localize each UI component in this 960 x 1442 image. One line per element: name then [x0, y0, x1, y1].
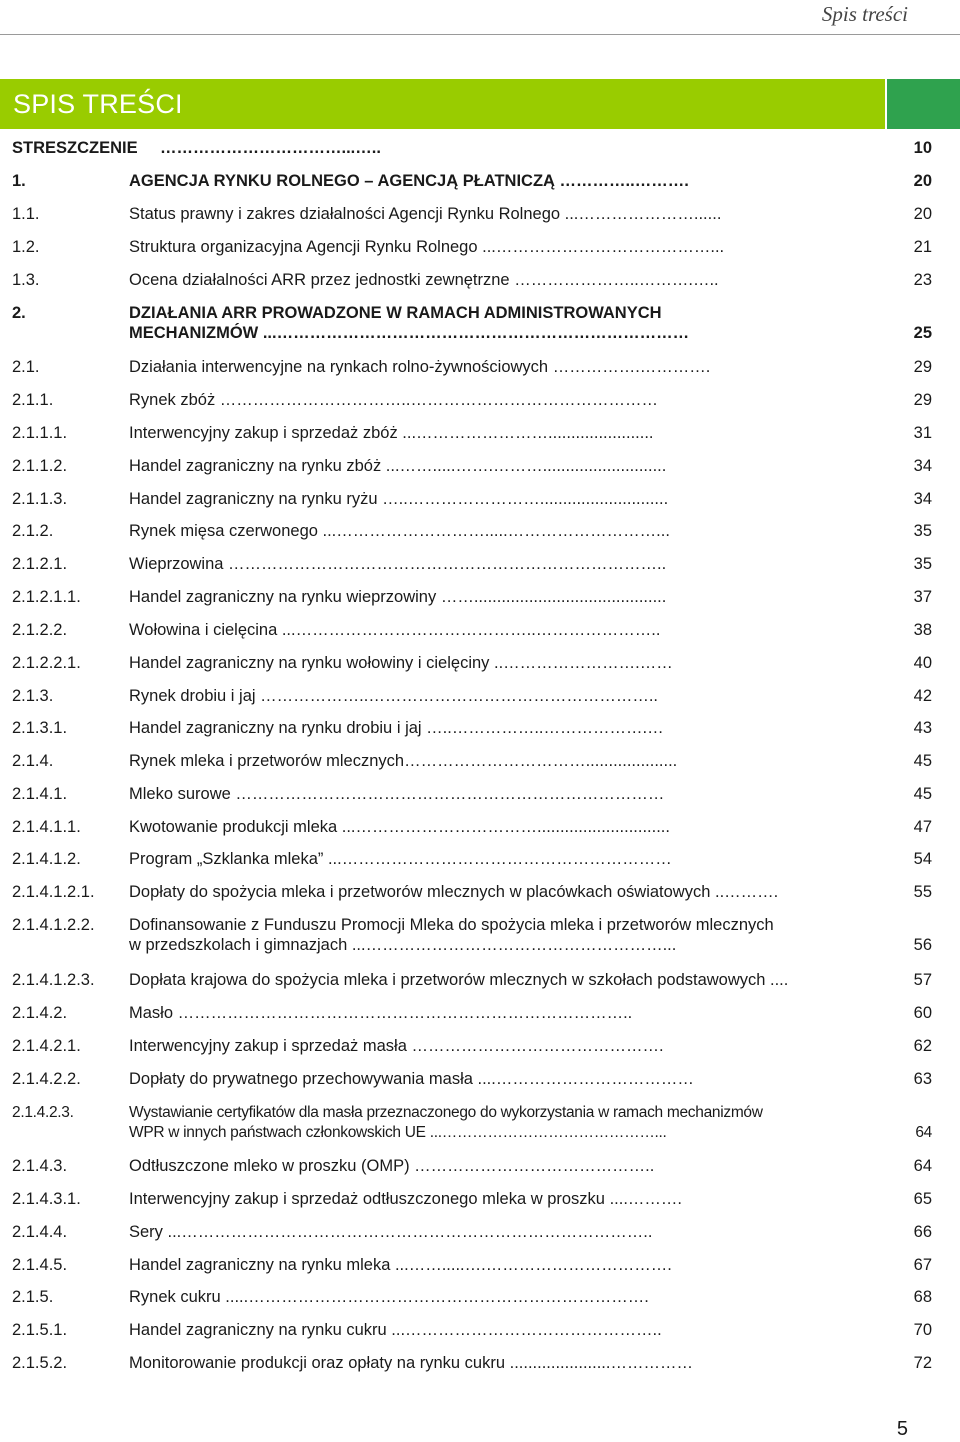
- toc-entry-number: 2.1.4.5.: [12, 1256, 68, 1274]
- toc-entry-number: 2.1.2.2.: [12, 621, 68, 639]
- toc-entry-number: 2.1.: [12, 358, 40, 376]
- toc-entry-title: Rynek cukru .....……………………………………………………………….: [129, 1288, 649, 1306]
- toc-entry-number: 2.1.1.1.: [12, 424, 68, 442]
- toc-entry-number: 2.1.4.1.: [12, 785, 68, 803]
- toc-entry-number: 2.1.5.1.: [12, 1321, 68, 1339]
- toc-entry-number: 2.1.2.2.1.: [12, 654, 81, 672]
- toc-entry-page: 66: [913, 1223, 932, 1241]
- toc-entry-page: 65: [913, 1190, 932, 1208]
- toc-entry-page: 57: [913, 971, 932, 989]
- toc-entry-page: 55: [913, 883, 932, 901]
- toc-entry-page: 34: [913, 490, 932, 508]
- toc-entry-title: Program „Szklanka mleka” ...……………………………………………………: [129, 850, 672, 868]
- toc-entry-page: 29: [913, 391, 932, 409]
- toc-entry-title: Monitorowanie produkcji oraz opłaty na rynku cukru ......................……………: [129, 1354, 693, 1372]
- toc-entry-number: 1.1.: [12, 205, 40, 223]
- toc-entry-page: 54: [913, 850, 932, 868]
- toc-entry-title: Masło ………………………………………………………………………..: [129, 1004, 633, 1022]
- toc-entry-number: 2.1.4.: [12, 752, 54, 770]
- toc-entry-page: 67: [913, 1256, 932, 1274]
- toc-entry-number: STRESZCZENIE: [12, 139, 138, 157]
- toc-entry-title: Handel zagraniczny na rynku drobiu i jaj …..……………..……………….…: [129, 719, 664, 737]
- toc-entry-page: 29: [913, 358, 932, 376]
- toc-entry-page: 63: [913, 1070, 932, 1088]
- toc-entry-number: 2.1.4.1.2.3.: [12, 971, 95, 989]
- toc-entry-page: 40: [913, 654, 932, 672]
- toc-entry-page: 42: [913, 687, 932, 705]
- toc-entry-title: Odtłuszczone mleko w proszku (OMP) ……………………………………..: [129, 1157, 655, 1175]
- toc-entry-page: 43: [913, 719, 932, 737]
- page-number: 5: [896, 1418, 908, 1440]
- toc-entry-number: 2.1.4.1.2.1.: [12, 883, 95, 901]
- toc-entry-number: 2.1.5.: [12, 1288, 54, 1306]
- toc-entry-title: Rynek mleka i przetworów mlecznych……………………………....................: [129, 752, 678, 770]
- toc-entry-title: Kwotowanie produkcji mleka ...…………………………….............................: [129, 818, 670, 836]
- toc-entry-page: 20: [913, 172, 932, 190]
- toc-entry-page: 47: [913, 818, 932, 836]
- page-title: SPIS TREŚCI: [13, 89, 183, 119]
- toc-entry-title: Rynek drobiu i jaj ………………..……………………………………………..: [129, 687, 658, 705]
- toc-entry-page: 20: [913, 205, 932, 223]
- toc-entry-number: 2.1.4.2.: [12, 1004, 68, 1022]
- toc-entry-number: 2.1.1.: [12, 391, 54, 409]
- toc-entry-number: 2.1.4.2.2.: [12, 1070, 81, 1088]
- toc-entry-page: 35: [913, 555, 932, 573]
- toc-entry-page: 64: [915, 1124, 932, 1141]
- toc-entry-page: 72: [913, 1354, 932, 1372]
- toc-entry-title: Rynek mięsa czerwonego ...……………………….....………………………...: [129, 522, 670, 540]
- toc-entry-number: 2.1.2.: [12, 522, 54, 540]
- toc-entry-number: 2.1.4.2.3.: [12, 1104, 74, 1121]
- toc-entry-title: Dopłaty do prywatnego przechowywania masła ....………………………………: [129, 1070, 694, 1088]
- toc-entry-number: 2.1.2.1.1.: [12, 588, 81, 606]
- toc-entry-title: Dopłata krajowa do spożycia mleka i przetworów mlecznych w szkołach podstawowych ....: [129, 971, 789, 989]
- toc-entry-page: 56: [913, 936, 932, 954]
- toc-entry-title: Sery ...…………………………………………………………………………..: [129, 1223, 653, 1241]
- toc-entry-page: 60: [913, 1004, 932, 1022]
- toc-entry-number: 2.1.4.3.: [12, 1157, 68, 1175]
- toc-entry-title: AGENCJA RYNKU ROLNEGO – AGENCJĄ PŁATNICZĄ …………..……….: [129, 172, 689, 190]
- header-rule: [0, 34, 960, 35]
- toc-entry-page: 21: [913, 238, 932, 256]
- toc-entry-number: 2.: [12, 304, 26, 322]
- toc-entry-number: 2.1.5.2.: [12, 1354, 68, 1372]
- toc-entry-title: Handel zagraniczny na rynku wołowiny i cielęciny ..…………………….……: [129, 654, 673, 672]
- toc-entry-page: 38: [913, 621, 932, 639]
- toc-entry-title: Interwencyjny zakup i sprzedaż zbóż ...…………………….......................: [129, 424, 654, 442]
- toc-entry-page: 10: [913, 139, 932, 157]
- running-header: Spis treści: [821, 2, 908, 26]
- toc-entry-title: Dopłaty do spożycia mleka i przetworów mlecznych w placówkach oświatowych ..……….: [129, 883, 779, 901]
- toc-entry-title: Wołowina i cielęcina ...……………………………………..…………………..: [129, 621, 661, 639]
- toc-entry-page: 64: [913, 1157, 932, 1175]
- toc-entry-page: 31: [913, 424, 932, 442]
- toc-entry-title: Handel zagraniczny na rynku zbóż ...…….....…….………...........................: [129, 457, 667, 475]
- toc-entry-page: 25: [913, 324, 932, 342]
- toc-entry-page: 35: [913, 522, 932, 540]
- toc-entry-number: 2.1.4.4.: [12, 1223, 68, 1241]
- toc-entry-number: 1.: [12, 172, 26, 190]
- toc-entry-title: Rynek zbóż ……………………………..………………………………………: [129, 391, 658, 409]
- toc-entry-number: 1.3.: [12, 271, 40, 289]
- toc-entry-page: 68: [913, 1288, 932, 1306]
- toc-entry-number: 2.1.4.2.1.: [12, 1037, 81, 1055]
- toc-entry-title: Wieprzowina ……………………………………………………………………..: [129, 555, 667, 573]
- toc-entry-page: 70: [913, 1321, 932, 1339]
- toc-entry-page: 34: [913, 457, 932, 475]
- toc-entry-title: Status prawny i zakres działalności Agencji Rynku Rolnego ...…………………......: [129, 205, 722, 223]
- toc-entry-page: 37: [913, 588, 932, 606]
- toc-entry-title: Działania interwencyjne na rynkach rolno-żywnościowych …………….………….: [129, 358, 711, 376]
- toc-entry-title: Handel zagraniczny na rynku mleka ...…….....….…………………………….: [129, 1256, 672, 1274]
- toc-entry-number: 2.1.4.1.1.: [12, 818, 81, 836]
- toc-entry-title: Ocena działalności ARR przez jednostki zewnętrzne …………………..……….…..: [129, 271, 719, 289]
- toc-entry-number: 2.1.4.1.2.2.: [12, 916, 95, 934]
- toc-entry-number: 1.2.: [12, 238, 40, 256]
- accent-block: [887, 79, 960, 129]
- toc-entry-title: Dofinansowanie z Funduszu Promocji Mleka do spożycia mleka i przetworów mlecznych w przedszkolach i gimnazjach ...………………………………………………...: [129, 916, 774, 954]
- toc-entry-number: 2.1.2.1.: [12, 555, 68, 573]
- toc-entry-number: 2.1.4.1.2.: [12, 850, 81, 868]
- toc-entry-number: 2.1.3.: [12, 687, 54, 705]
- toc-entry-title: Handel zagraniczny na rynku cukru ...………………………………………..: [129, 1321, 662, 1339]
- toc-entry-number: 2.1.4.3.1.: [12, 1190, 81, 1208]
- toc-entry-number: 2.1.1.3.: [12, 490, 68, 508]
- toc-entry-title: Handel zagraniczny na rynku wieprzowiny ……..........................................: [129, 588, 667, 606]
- toc-entry-number: 2.1.1.2.: [12, 457, 68, 475]
- toc-entry-title: DZIAŁANIA ARR PROWADZONE W RAMACH ADMINISTROWANYCH MECHANIZMÓW ...…………………………………………………………………: [129, 304, 690, 342]
- toc-entry-number: 2.1.3.1.: [12, 719, 68, 737]
- toc-entry-title: Struktura organizacyjna Agencji Rynku Rolnego ...…………………………………...: [129, 238, 725, 256]
- title-band: [0, 79, 885, 129]
- toc-entry-title: Interwencyjny zakup i sprzedaż masła ……………………………………….: [129, 1037, 664, 1055]
- toc-entry-page: 45: [913, 785, 932, 803]
- toc-entry-title: Mleko surowe ……………………………………………………………………: [129, 785, 665, 803]
- toc-entry-page: 23: [913, 271, 932, 289]
- toc-entry-title: ……………………………...…..: [160, 139, 381, 157]
- toc-entry-title: Interwencyjny zakup i sprzedaż odtłuszczonego mleka w proszku ....……….: [129, 1190, 682, 1208]
- toc-entry-page: 62: [913, 1037, 932, 1055]
- toc-entry-title: Wystawianie certyfikatów dla masła przeznaczonego do wykorzystania w ramach mechanizmów WPR w innych państwach członkowskich UE ...……………………………………...: [129, 1104, 763, 1141]
- toc-entry-title: Handel zagraniczny na rynku ryżu …..……………………............................: [129, 490, 669, 508]
- toc-entry-page: 45: [913, 752, 932, 770]
